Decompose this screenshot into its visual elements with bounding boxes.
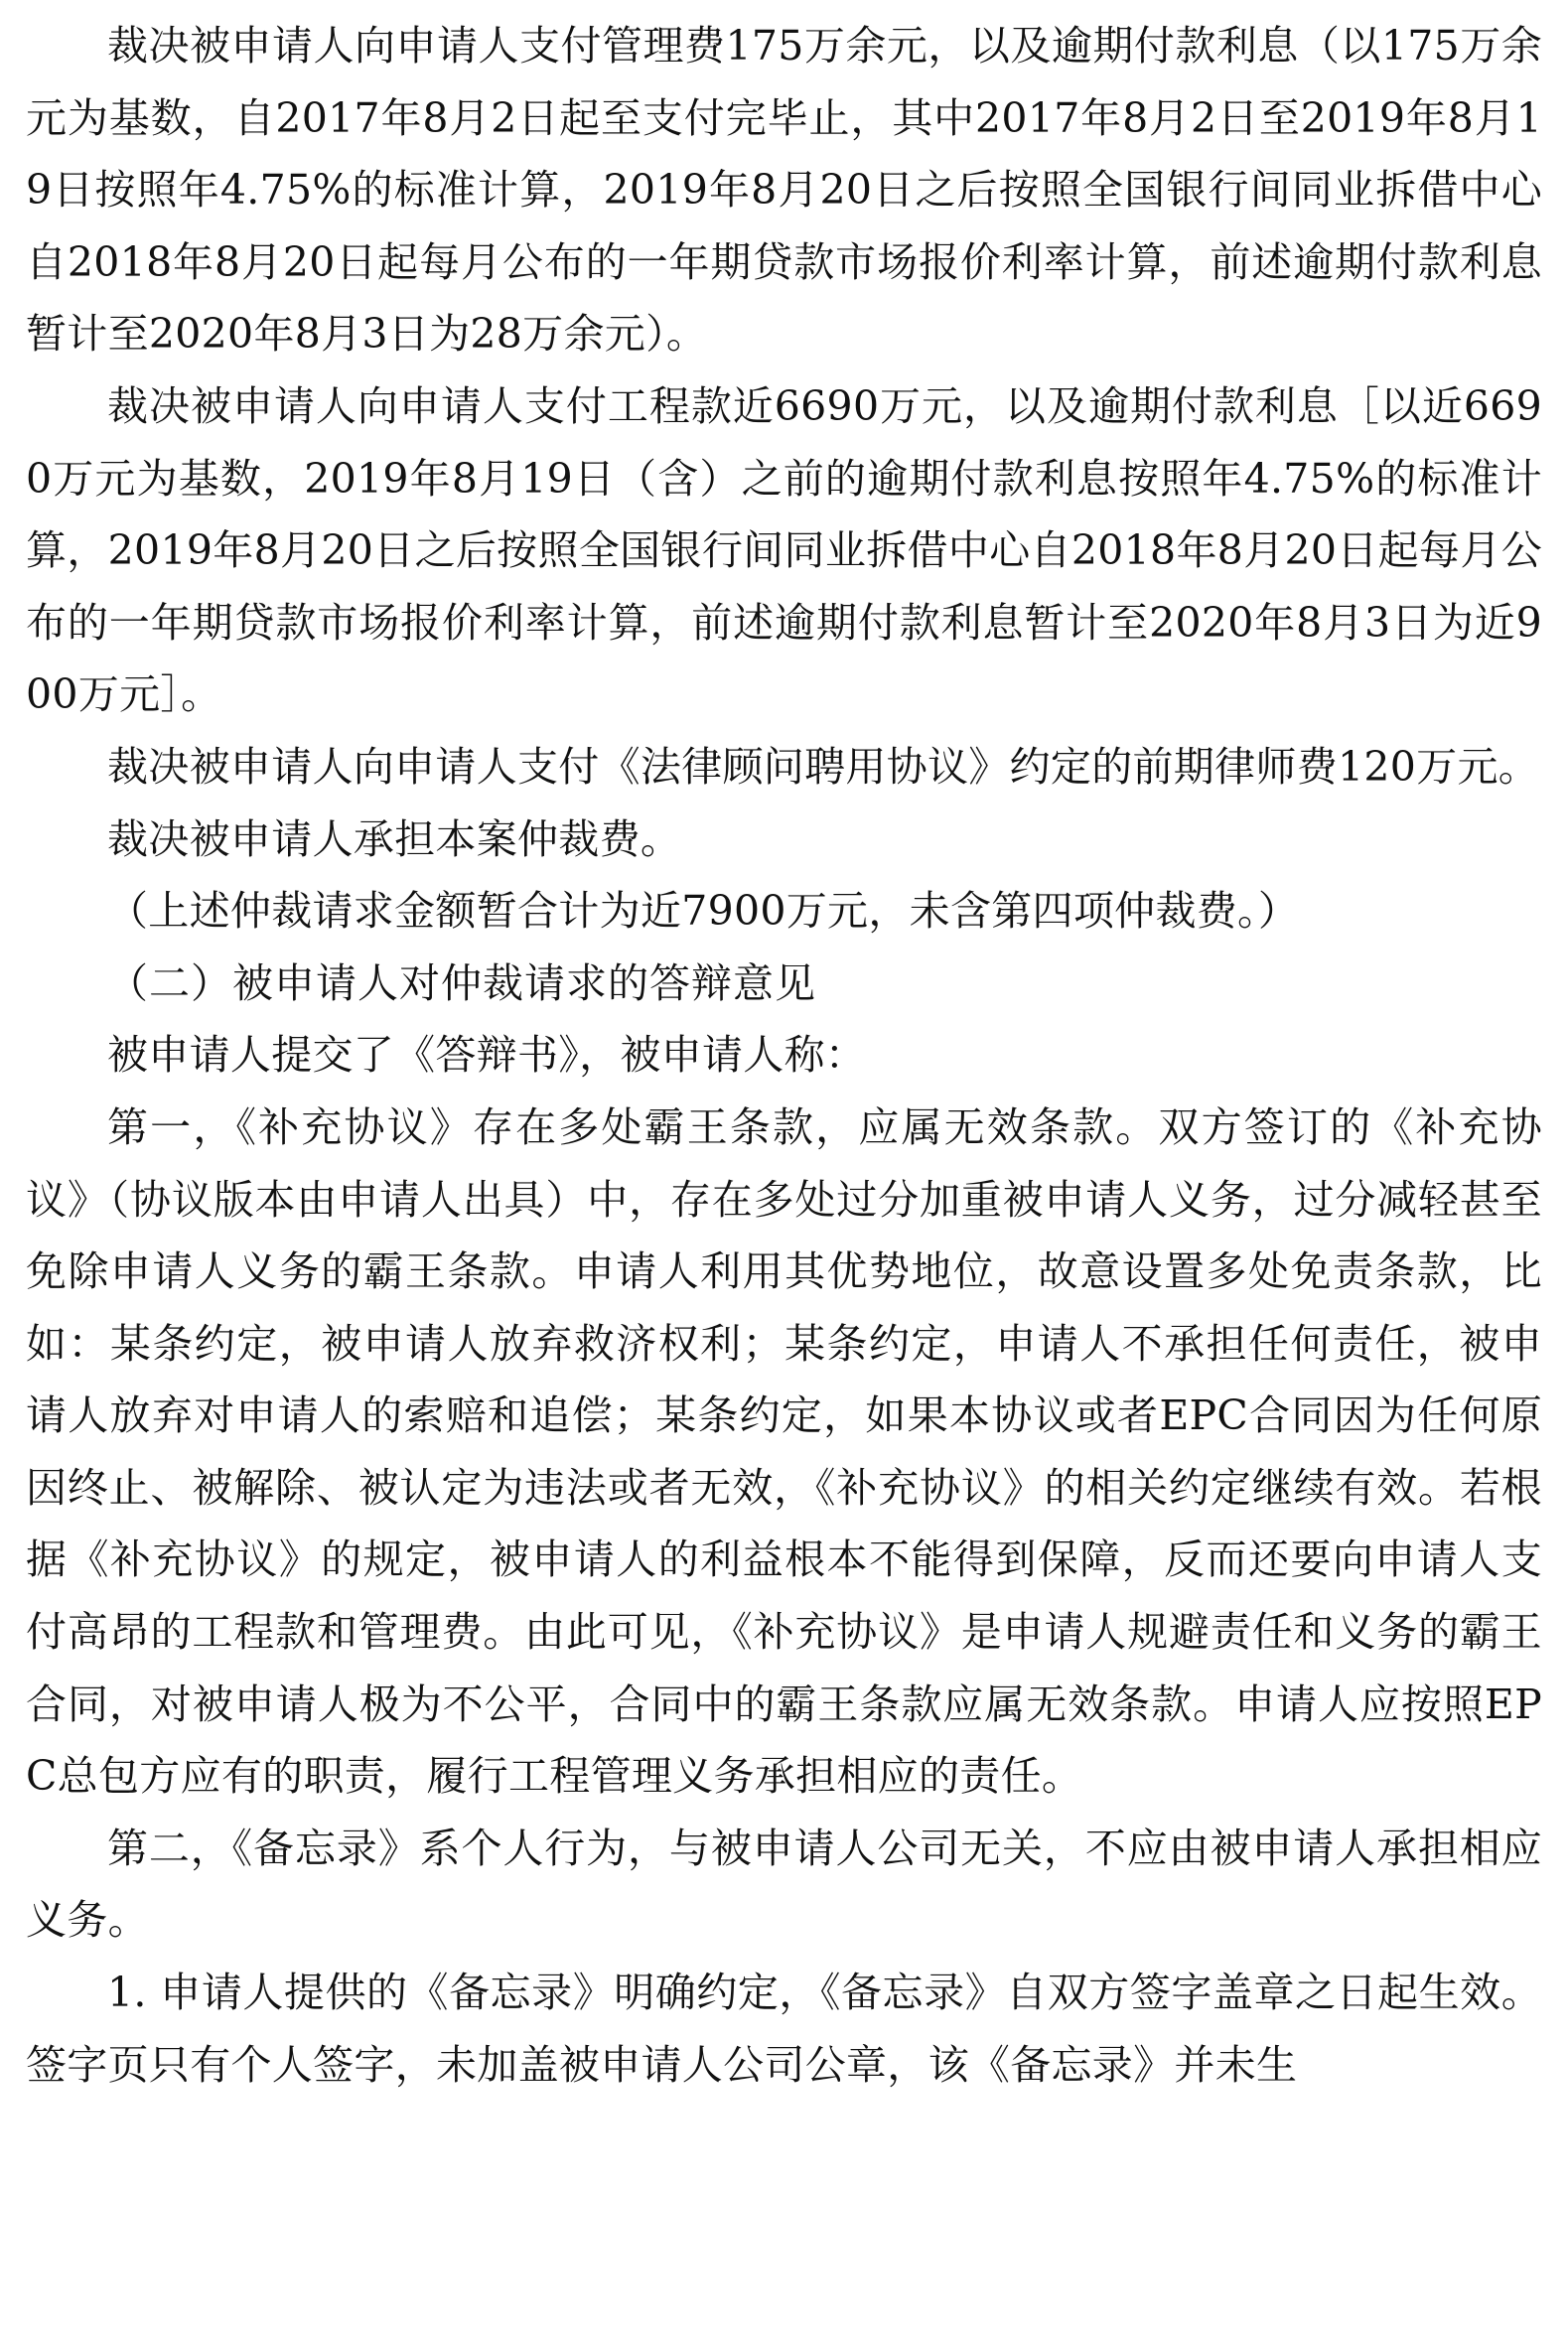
defense-point-two-item-1: 1. 申请人提供的《备忘录》明确约定，《备忘录》自双方签字盖章之日起生效。签字页只有个人签字，未加盖被申请人公司公章，该《备忘录》并未生 [26, 1969, 1542, 2089]
claim-total-note: （上述仲裁请求金额暂合计为近7900万元，未含第四项仲裁费。） [107, 887, 1300, 936]
defense-point-one: 第一，《补充协议》存在多处霸王条款，应属无效条款。双方签订的《补充协议》（协议版本由申请人出具）中，存在多处过分加重被申请人义务，过分减轻甚至免除申请人义务的霸王条款。申请人利用其优势地位，故意设置多处免责条款，比如：某条约定，被申请人放弃救济权利；某条约定，申请人不承担任何责任，被申请人放弃对申请人的索赔和追偿；某条约定，如果本协议或者EPC合同因为任何原因终止、被解除、被认定为违法或者无效，《补充协议》的相关约定继续有效。若根据《补充协议》的规定，被申请人的利益根本不能得到保障，反而还要向申请人支付高昂的工程款和管理费。由此可见，《补充协议》是申请人规避责任和义务的霸王合同，对被申请人极为不公平，合同中的霸王条款应属无效条款。申请人应按照EPC总包方应有的职责，履行工程管理义务承担相应的责任。 [26, 1102, 1542, 1801]
claim-paragraph-legal-fee: 裁决被申请人向申请人支付《法律顾问聘用协议》约定的前期律师费120万元。 [107, 742, 1540, 791]
document-page [26, 10, 1542, 2101]
claim-paragraph-arbitration-fee: 裁决被申请人承担本案仲裁费。 [107, 814, 682, 863]
claim-paragraph-engineering-payment: 裁决被申请人向申请人支付工程款近6690万元，以及逾期付款利息［以近6690万元为基数，2019年8月19日（含）之前的逾期付款利息按照年4.75%的标准计算，2019年8月20日之后按照全国银行间同业拆借中心自2018年8月20日起每月公布的一年期贷款市场报价利率计算，前述逾期付款利息暂计至2020年8月3日为近900万元］。 [26, 381, 1542, 719]
section-heading: （二）被申请人对仲裁请求的答辩意见 [107, 958, 816, 1007]
claim-paragraph-management-fee: 裁决被申请人向申请人支付管理费175万余元，以及逾期付款利息（以175万余元为基数，自2017年8月2日起至支付完毕止，其中2017年8月2日至2019年8月19日按照年4.75%的标准计算，2019年8月20日之后按照全国银行间同业拆借中心自2018年8月20日起每月公布的一年期贷款市场报价利率计算，前述逾期付款利息暂计至2020年8月3日为28万余元）。 [26, 22, 1542, 359]
defense-intro: 被申请人提交了《答辩书》，被申请人称： [107, 1031, 867, 1080]
defense-point-two: 第二，《备忘录》系个人行为，与被申请人公司无关，不应由被申请人承担相应义务。 [26, 1824, 1542, 1945]
